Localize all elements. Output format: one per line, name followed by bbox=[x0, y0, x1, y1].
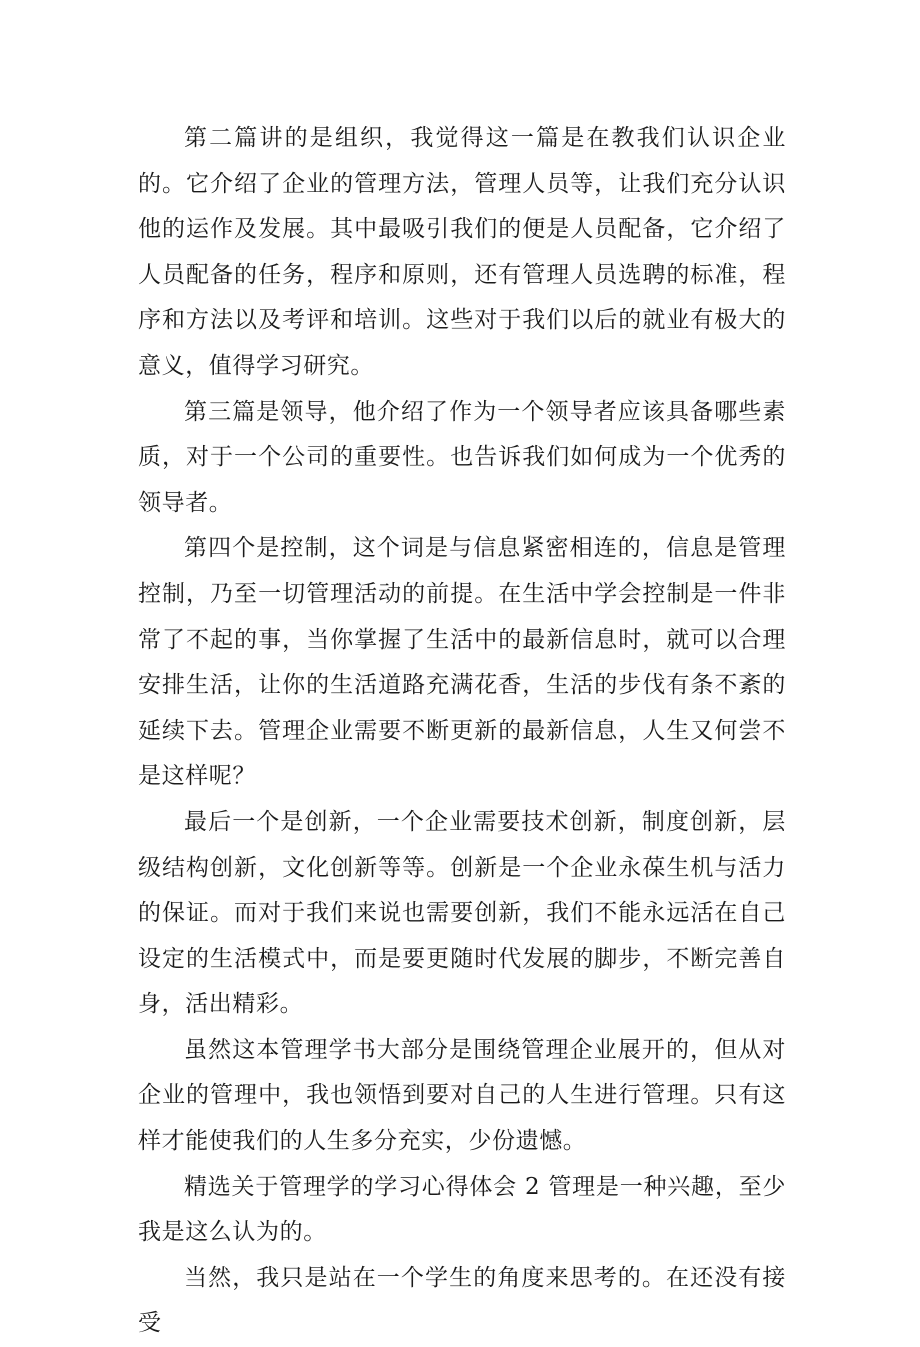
paragraph-control: 第四个是控制，这个词是与信息紧密相连的，信息是管理控制，乃至一切管理活动的前提。在生活中学会控制是一件非常了不起的事，当你掌握了生活中的最新信息时，就可以合理安排生活，让你的生活道路充满花香，生活的步伐有条不紊的延续下去。管理企业需要不断更新的最新信息，人生又何尝不是这样呢？ bbox=[138, 535, 786, 790]
paragraph-organization: 第二篇讲的是组织，我觉得这一篇是在教我们认识企业的。它介绍了企业的管理方法，管理人员等，让我们充分认识他的运作及发展。其中最吸引我们的便是人员配备，它介绍了人员配备的任务，程序和原则，还有管理人员选聘的标准，程序和方法以及考评和培训。这些对于我们以后的就业有极大的意义，值得学习研究。 bbox=[138, 125, 786, 379]
paragraph-leadership: 第三篇是领导，他介绍了作为一个领导者应该具备哪些素质，对于一个公司的重要性。也告诉我们如何成为一个优秀的领导者。 bbox=[138, 398, 786, 516]
paragraph-student-perspective: 当然，我只是站在一个学生的角度来思考的。在还没有接受 bbox=[138, 1264, 786, 1337]
paragraph-conclusion: 虽然这本管理学书大部分是围绕管理企业展开的，但从对企业的管理中，我也领悟到要对自己的人生进行管理。只有这样才能使我们的人生多分充实，少份遗憾。 bbox=[138, 1036, 786, 1155]
paragraph-essay-2-intro: 精选关于管理学的学习心得体会 2 管理是一种兴趣，至少我是这么认为的。 bbox=[138, 1173, 786, 1246]
document-body bbox=[138, 116, 786, 1347]
paragraph-innovation: 最后一个是创新，一个企业需要技术创新，制度创新，层级结构创新，文化创新等等。创新是一个企业永葆生机与活力的保证。而对于我们来说也需要创新，我们不能永远活在自己设定的生活模式中，而是要更随时代发展的脚步，不断完善自身，活出精彩。 bbox=[138, 808, 786, 1018]
